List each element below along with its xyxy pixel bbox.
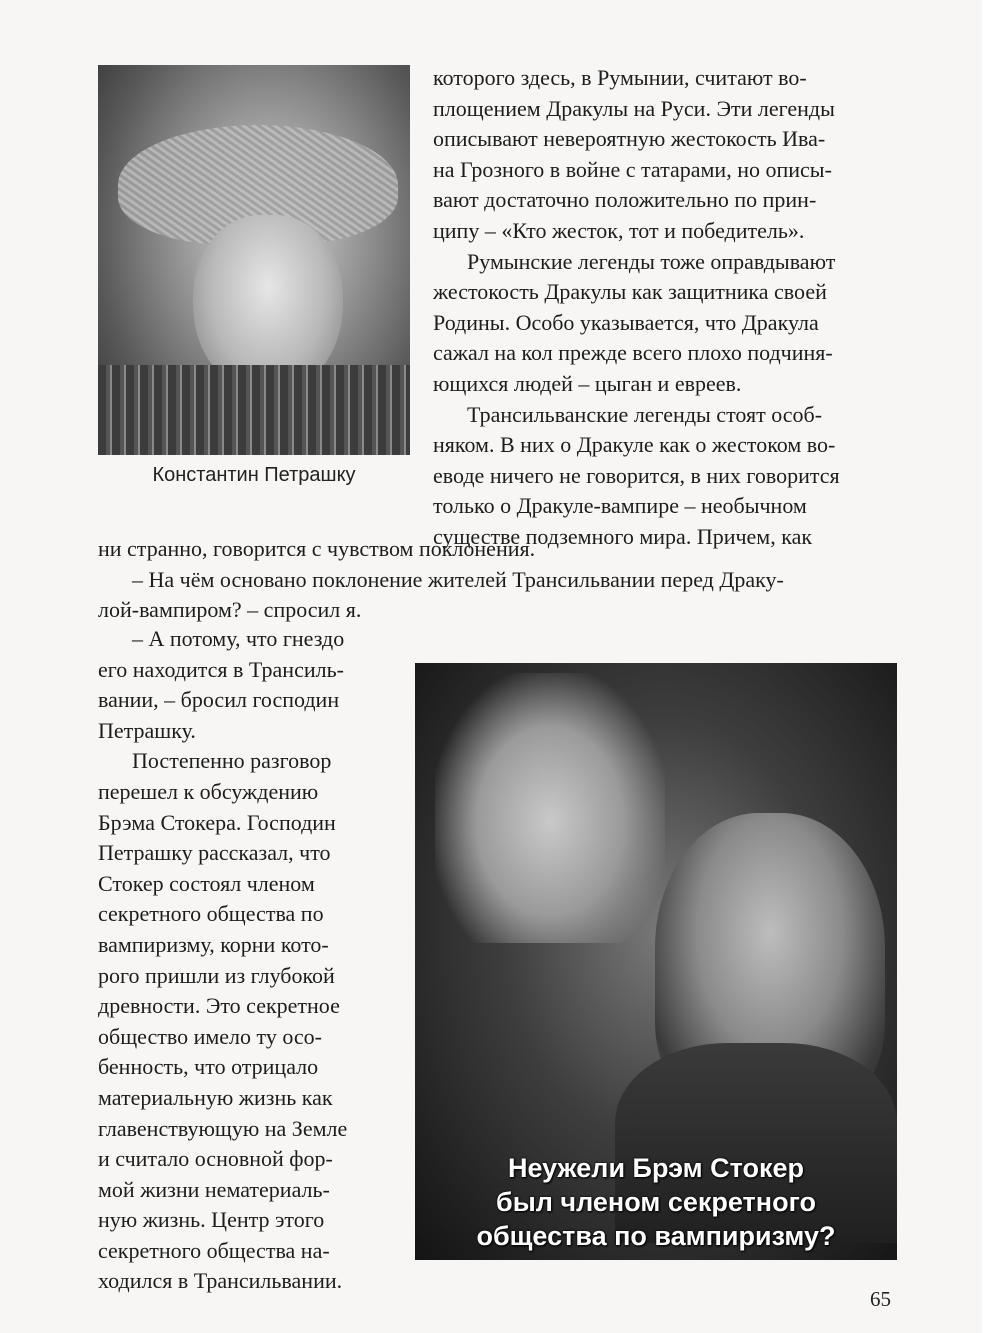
text-line: ную жизнь. Центр этого [98, 1207, 325, 1233]
paragraph-full-width [98, 534, 895, 626]
text-line: ющихся людей – цыган и евреев. [433, 370, 742, 396]
text-line: еводе ничего не говорится, в них говорится [433, 462, 840, 488]
caption-line: общества по вампиризму? [476, 1221, 836, 1251]
text-line: перешел к обсуждению [98, 778, 319, 804]
text-line: ходился в Трансильвании. [98, 1268, 343, 1294]
text-line: мой жизни нематериаль- [98, 1176, 330, 1202]
text-line: и считало основной фор- [98, 1146, 333, 1172]
text-line: главенствующую на Земле [98, 1115, 348, 1141]
text-line: – На чём основано поклонение жителей Трансильвании перед Драку- [132, 566, 784, 592]
text-line: секретного общества на- [98, 1237, 330, 1263]
text-line: Трансильванские легенды стоят особ- [467, 401, 823, 427]
text-line: материальную жизнь как [98, 1084, 333, 1110]
text-line: рого пришли из глубокой [98, 962, 335, 988]
text-line: бенность, что отрицало [98, 1054, 319, 1080]
text-line: описывают невероятную жестокость Ива- [433, 126, 826, 152]
text-line: его находится в Трансиль- [98, 656, 344, 682]
text-line: древности. Это секретное [98, 993, 340, 1019]
photo-caption-left: Константин Петрашку [152, 464, 356, 486]
text-line: только о Дракуле-вампире – необычном [433, 493, 807, 519]
text-line: существе подземного мира. Причем, как [433, 523, 813, 549]
caption-line: Неужели Брэм Стокер [507, 1153, 804, 1183]
text-line: – А потому, что гнездо [132, 626, 345, 651]
text-line: Румынские легенды тоже оправдывают [467, 248, 836, 274]
vampire-drawing [435, 673, 665, 943]
text-line: Родины. Особо указывается, что Дракула [433, 309, 819, 335]
text-line: няком. В них о Дракуле как о жестоком во- [433, 432, 836, 458]
text-line: секретного общества по [98, 901, 324, 927]
text-line: общество имело ту осо- [98, 1023, 322, 1049]
text-line: жестокость Дракулы как защитника своей [433, 279, 827, 305]
shirt-shape [98, 365, 410, 455]
portrait-photo-petrashku [98, 65, 410, 455]
text-line: вают достаточно положительно по прин- [433, 187, 817, 213]
text-line: которого здесь, в Румынии, считают во- [433, 65, 807, 90]
text-line: ни странно, говорится с чувством поклонения. [98, 536, 536, 561]
text-line: Стокер состоял членом [98, 870, 315, 896]
illustration-stoker-vampire [415, 663, 897, 1260]
text-line: вании, – бросил господин [98, 687, 340, 713]
text-line: Постепенно разговор [132, 748, 332, 774]
text-line: Петрашку. [98, 717, 196, 743]
caption-line: был членом секретного [496, 1187, 816, 1217]
text-line: Петрашку рассказал, что [98, 840, 331, 866]
text-line: ципу – «Кто жесток, тот и победитель». [433, 217, 805, 243]
text-line: лой-вампиром? – спросил я. [98, 597, 362, 623]
page-number: 65 [870, 1287, 891, 1311]
text-line: Брэма Стокера. Господин [98, 809, 336, 835]
paragraph-right-top [433, 63, 895, 553]
text-line: сажал на кол прежде всего плохо подчиня- [433, 340, 833, 366]
text-line: площением Дракулы на Руси. Эти легенды [433, 95, 835, 121]
text-line: вампиризму, корни кото- [98, 931, 329, 957]
text-line: на Грозного в войне с татарами, но описы- [433, 156, 832, 182]
illustration-caption [415, 1151, 897, 1253]
paragraph-left-bottom [98, 624, 391, 1297]
